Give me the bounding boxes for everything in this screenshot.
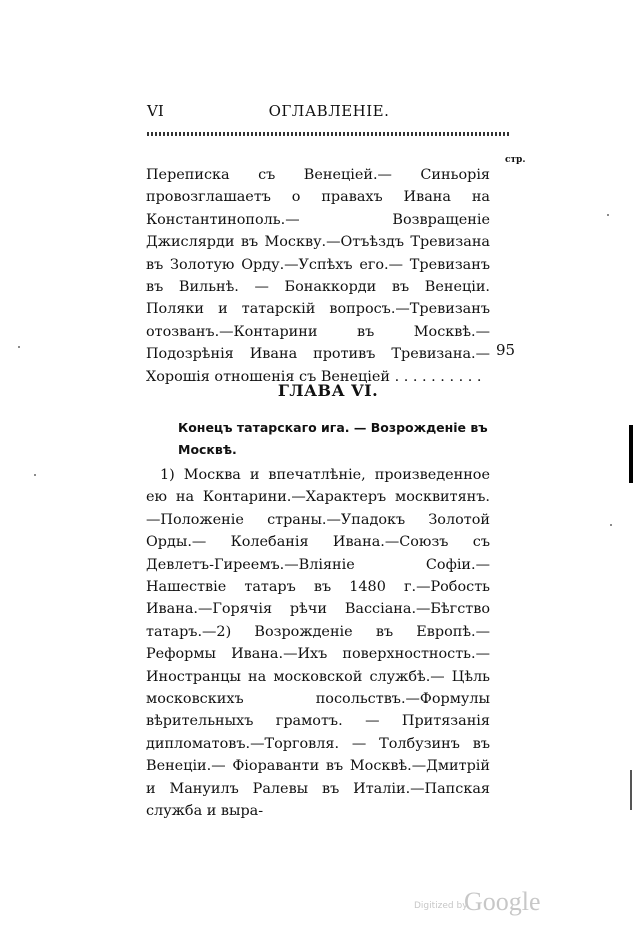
scan-edge-mark [629,425,633,483]
chapter-subtitle: Конецъ татарскаго ига. — Возрожденіе въ Москвѣ. [178,420,488,457]
scan-edge-mark-lower [630,770,632,810]
scan-speck [610,524,612,526]
google-logo: Google [464,887,541,916]
scan-speck [607,214,609,216]
scan-speck [18,346,20,348]
page-number: VI [147,102,164,120]
chapter-heading: ГЛАВА VI. [277,381,379,400]
toc-entry-text: Переписка съ Венеціей.— Синьорія провозглашаетъ о правахъ Ивана на Константинополь.— Возвращеніе Джислярди въ Москву.—Отъѣздъ Тревизана въ Золотую Орду.—Успѣхъ его.— Тревизанъ въ Вильнѣ. — Бонаккорди въ Венеціи. Поляки и татарскій вопросъ.—Тревизанъ отозванъ.—Контарини въ Москвѣ.—Подозрѣнія Ивана противъ Тревизана.—Хорошія отношенія съ Венеціей . . . . . . . . . . [146,167,490,385]
running-title: ОГЛАВЛЕНІЕ. [268,102,390,120]
scan-speck [34,474,36,476]
toc-entry-page: 95 [496,341,516,359]
chapter-summary: 1) Москва и впечатлѣніе, произведенное ею на Контарини.—Характеръ москвитянъ.—Положеніе страны.—Упадокъ Золотой Орды.— Колебанія Ивана.—Союзъ съ Девлетъ-Гиреемъ.—Вліяніе Софіи.—Нашествіе татаръ въ 1480 г.—Робость Ивана.—Горячія рѣчи Вассіана.—Бѣгство татаръ.—2) Возрожденіе въ Европѣ.—Реформы Ивана.—Ихъ поверхностность.—Иностранцы на московской службѣ.— Цѣль московскихъ посольствъ.—Формулы вѣрительныхъ грамотъ. — Притязанія дипломатовъ.—Торговля. — Толбузинъ въ Венеціи.— Фіораванти въ Москвѣ.—Дмитрій и Мануилъ Ралевы въ Италіи.—Папская служба и выра- [146,467,490,820]
header-rule [147,132,511,136]
watermark-prefix: Digitized by [414,901,468,911]
page-column-label: стр. [505,155,526,165]
running-head [147,101,511,121]
digitized-watermark [414,887,554,919]
